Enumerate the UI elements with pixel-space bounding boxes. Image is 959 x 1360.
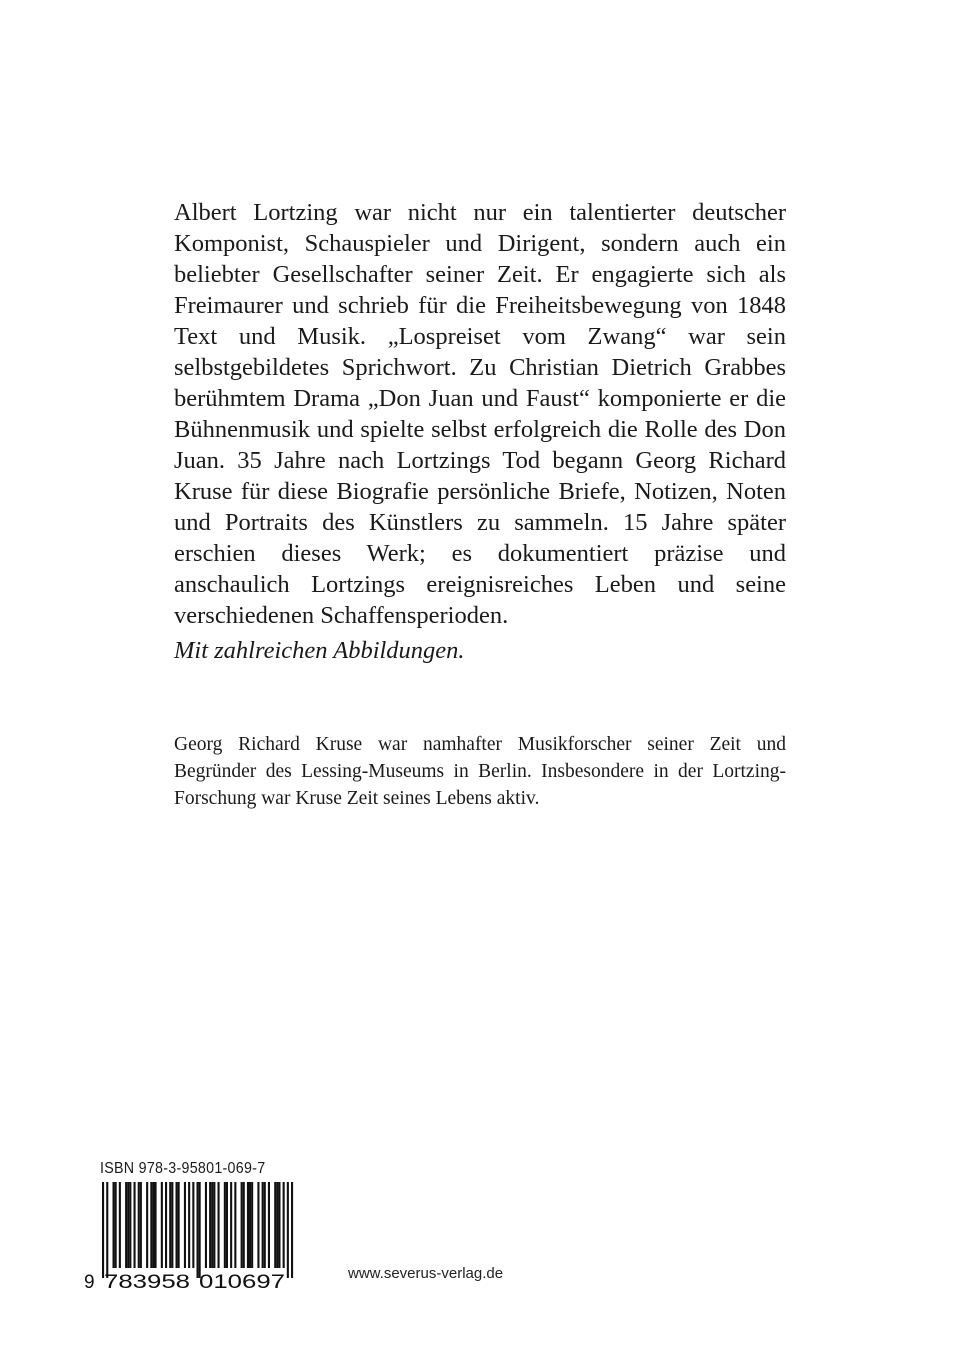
barcode-bar xyxy=(249,1182,251,1268)
barcode-bar xyxy=(226,1182,228,1268)
isbn-label: ISBN 978-3-95801-069-7 xyxy=(100,1160,266,1177)
barcode-bar xyxy=(287,1182,289,1278)
barcode-bar xyxy=(134,1182,136,1268)
barcode-bar xyxy=(243,1182,245,1268)
barcode-bar xyxy=(224,1182,226,1268)
barcode-bar xyxy=(211,1182,213,1268)
barcode-bar xyxy=(146,1182,148,1268)
barcode-bar xyxy=(152,1182,154,1268)
barcode-bar xyxy=(209,1182,211,1268)
barcode-bar xyxy=(106,1182,108,1278)
barcode-bar xyxy=(125,1182,127,1268)
barcode-bar xyxy=(184,1182,186,1268)
barcode-bar xyxy=(278,1182,280,1268)
barcode-bar xyxy=(165,1182,167,1268)
barcode-bar xyxy=(230,1182,232,1268)
author-bio: Georg Richard Kruse war namhafter Musikforscher seiner Zeit und Begründer des Lessing-Museums in Berlin. Insbesondere in der Lortzing-Forschung war Kruse Zeit seines Lebens aktiv. xyxy=(174,734,786,809)
publisher-website: www.severus-verlag.de xyxy=(348,1265,504,1282)
barcode-bar xyxy=(171,1182,173,1268)
barcode-bar xyxy=(197,1182,199,1278)
barcode-bar xyxy=(274,1182,276,1268)
barcode-bar xyxy=(150,1182,152,1268)
barcode-bar xyxy=(199,1182,201,1278)
barcode-bar xyxy=(283,1182,285,1268)
blurb-italic-note: Mit zahlreichen Abbildungen. xyxy=(174,637,465,664)
barcode-bar xyxy=(234,1182,236,1268)
barcode-bar xyxy=(119,1182,121,1268)
blurb-paragraph: Albert Lortzing war nicht nur ein talentierter deutscher Komponist, Schauspieler und Dirigent, sondern auch ein beliebter Gesellschafter seiner Zeit. Er engagierte sich als Freimaurer und schrieb für die Freiheitsbewegung von 1848 Text und Musik. „Lospreiset vom Zwang“ war sein selbstgebildetes Sprichwort. Zu Christian Dietrich Grabbes berühmtem Drama „Don Juan und Faust“ komponierte er die Bühnenmusik und spielte selbst erfolgreich die Rolle des Don Juan. 35 Jahre nach Lortzings Tod begann Georg Richard Kruse für diese Biografie persönliche Briefe, Notizen, Noten und Portraits des Künstlers zu sammeln. 15 Jahre später erschien dieses Werk; es dokumentiert präzise und anschaulich Lortzings ereignisreiches Leben und seine verschiedenen Schaffensperioden. xyxy=(174,199,786,629)
barcode-digits-left: 783958 xyxy=(104,1272,190,1292)
barcode-bar xyxy=(291,1182,293,1278)
barcode-bar xyxy=(262,1182,264,1268)
barcode-bar xyxy=(138,1182,140,1268)
barcode-bar xyxy=(247,1182,249,1268)
barcode-bar xyxy=(115,1182,117,1268)
barcode-bar xyxy=(264,1182,266,1268)
barcode-bar xyxy=(113,1182,115,1268)
barcode-bar xyxy=(178,1182,180,1268)
barcode-bar xyxy=(205,1182,207,1268)
barcode-bar xyxy=(140,1182,142,1268)
barcode-bar xyxy=(276,1182,278,1268)
barcode-bar xyxy=(155,1182,157,1268)
barcode-digits-right: 010697 xyxy=(199,1272,285,1292)
barcode xyxy=(82,1182,297,1292)
barcode-bar xyxy=(102,1182,104,1278)
barcode-bar xyxy=(213,1182,215,1268)
barcode-bar xyxy=(268,1182,270,1268)
barcode-bar xyxy=(218,1182,220,1268)
barcode-bar xyxy=(129,1182,131,1268)
barcode-bar xyxy=(161,1182,163,1268)
barcode-bar xyxy=(257,1182,259,1268)
barcode-bar xyxy=(176,1182,178,1268)
barcode-bar xyxy=(192,1182,194,1268)
barcode-bar xyxy=(188,1182,190,1268)
barcode-bar xyxy=(251,1182,253,1268)
barcode-digit-first: 9 xyxy=(84,1272,95,1292)
barcode-bar xyxy=(241,1182,243,1268)
barcode-bar xyxy=(169,1182,171,1268)
barcode-bar xyxy=(127,1182,129,1268)
